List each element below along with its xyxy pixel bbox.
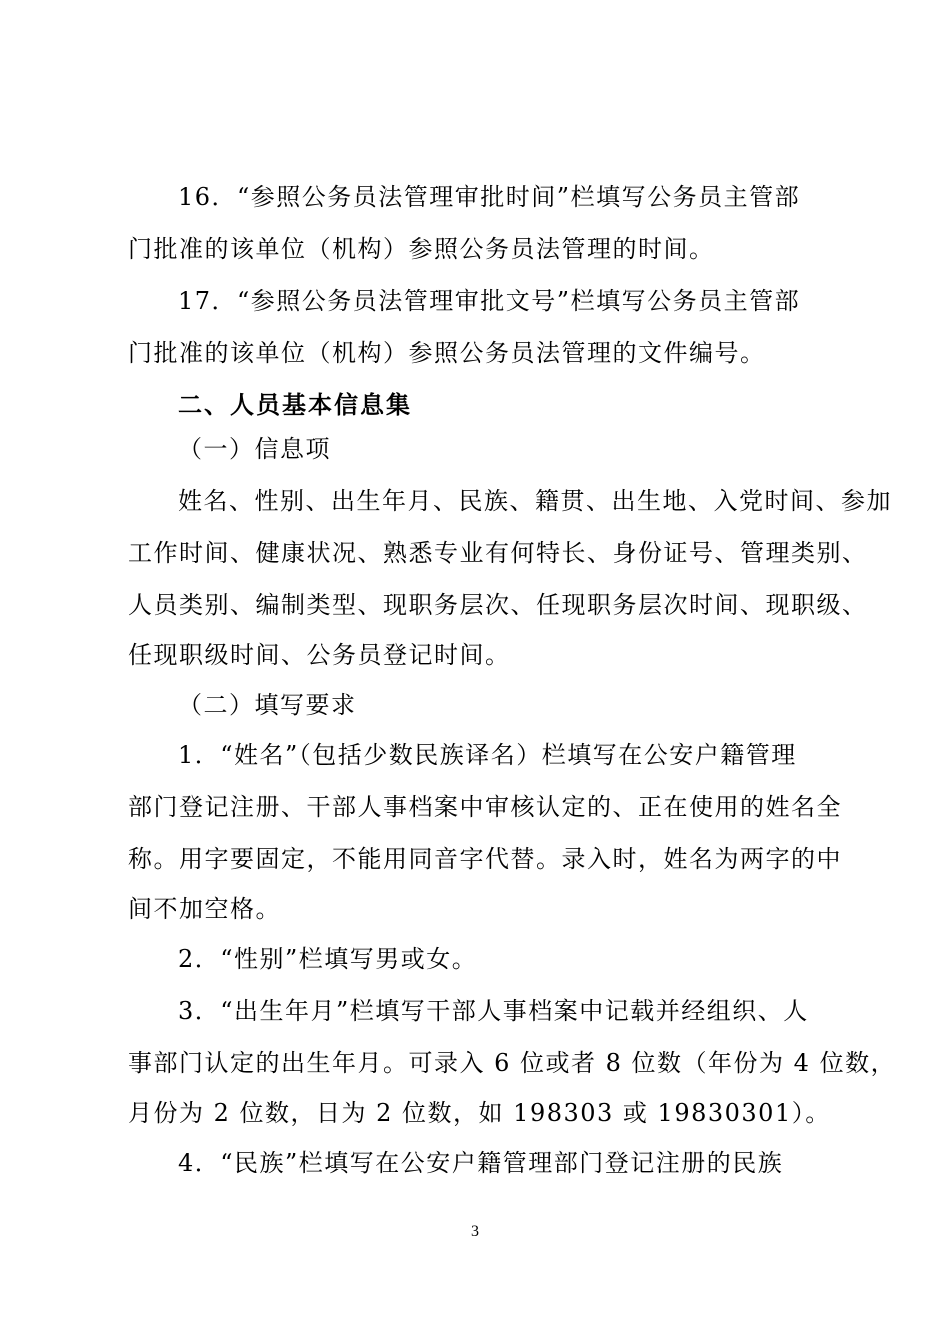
paragraph-17-line-1: 17．“参照公务员法管理审批文号”栏填写公务员主管部 [178, 287, 801, 315]
info-items-line-2: 工作时间、健康状况、熟悉专业有何特长、身份证号、管理类别、 [128, 539, 868, 567]
info-items-line-1: 姓名、性别、出生年月、民族、籍贯、出生地、入党时间、参加 [178, 487, 892, 515]
section-heading: 二、人员基本信息集 [178, 391, 412, 419]
paragraph-17-line-2: 门批准的该单位（机构）参照公务员法管理的文件编号。 [128, 339, 766, 367]
page-number: 3 [471, 1223, 479, 1240]
subheading-info-items: （一）信息项 [178, 435, 331, 463]
requirement-3-line-2: 事部门认定的出生年月。可录入 6 位或者 8 位数（年份为 4 位数， [128, 1049, 897, 1077]
requirement-4-line-1: 4．“民族”栏填写在公安户籍管理部门登记注册的民族 [178, 1149, 784, 1177]
info-items-line-4: 任现职级时间、公务员登记时间。 [128, 641, 511, 669]
requirement-1-line-4: 间不加空格。 [128, 895, 281, 923]
requirement-1-line-1: 1．“姓名”（包括少数民族译名）栏填写在公安户籍管理 [178, 741, 797, 769]
paragraph-16-line-1: 16．“参照公务员法管理审批时间”栏填写公务员主管部 [178, 183, 801, 211]
paragraph-16-line-2: 门批准的该单位（机构）参照公务员法管理的时间。 [128, 235, 715, 263]
info-items-line-3: 人员类别、编制类型、现职务层次、任现职务层次时间、现职级、 [128, 591, 868, 619]
requirement-3-line-3: 月份为 2 位数，日为 2 位数，如 198303 或 19830301）。 [128, 1099, 831, 1127]
requirement-1-line-2: 部门登记注册、干部人事档案中审核认定的、正在使用的姓名全 [128, 793, 842, 821]
subheading-requirements: （二）填写要求 [178, 691, 357, 719]
requirement-3-line-1: 3．“出生年月”栏填写干部人事档案中记载并经组织、人 [178, 997, 809, 1025]
requirement-1-line-3: 称。用字要固定，不能用同音字代替。录入时，姓名为两字的中 [128, 845, 842, 873]
requirement-2: 2．“性别”栏填写男或女。 [178, 945, 478, 973]
